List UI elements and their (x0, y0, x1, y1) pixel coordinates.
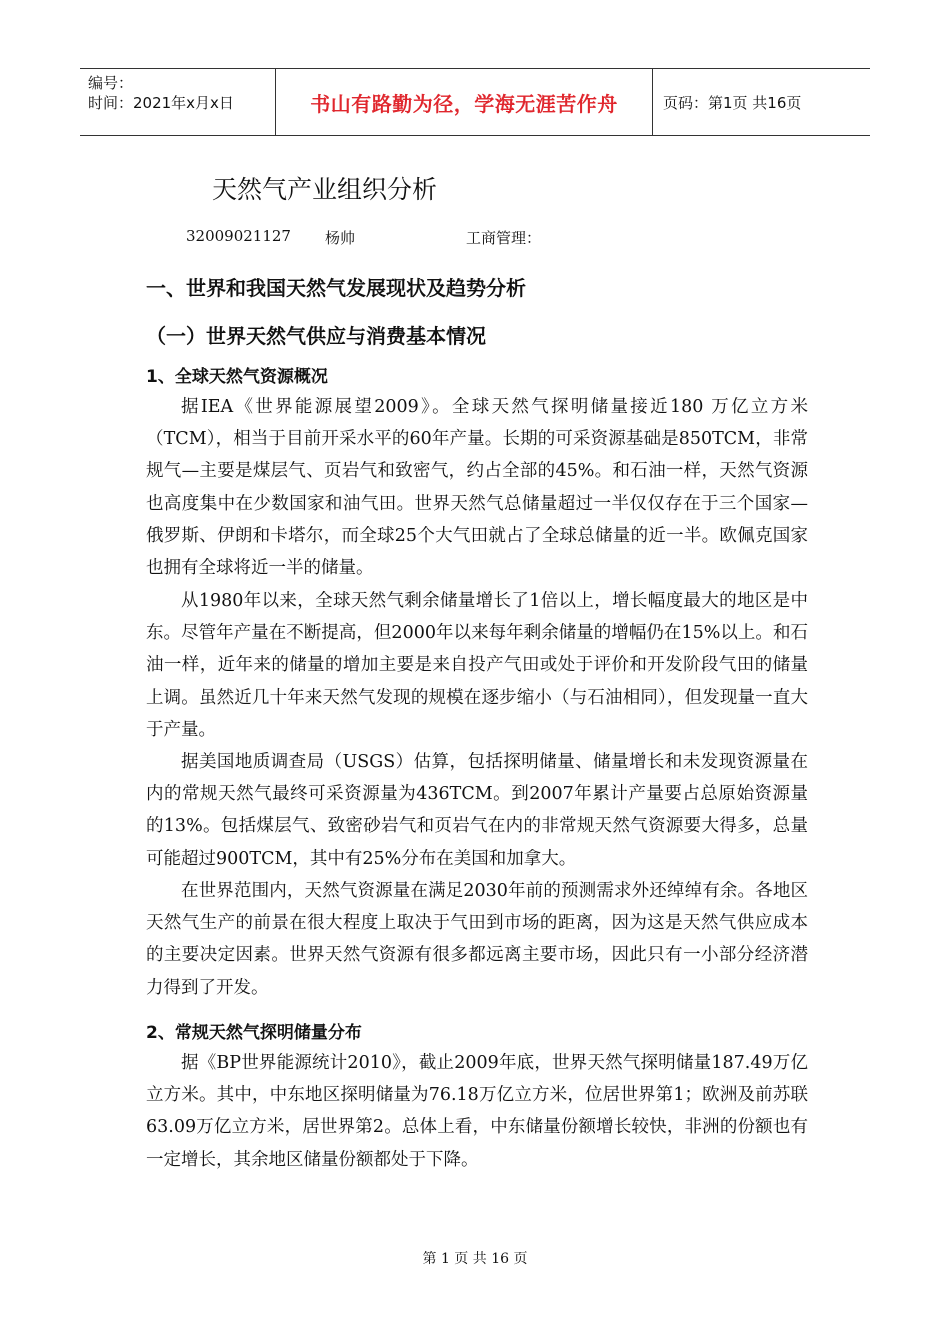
student-id: 32009021127 (186, 227, 291, 245)
document-title: 天然气产业组织分析 (212, 175, 438, 204)
paragraph: 据《BP世界能源统计2010》，截止2009年底，世界天然气探明储量187.49万亿立方米。其中，中东地区探明储量为76.18万亿立方米，位居世界第1；欧洲及前苏联63.09万亿立方米，居世界第2。总体上看，中东储量份额增长较快，非洲的份额也有一定增长，其余地区储量份额都处于下降。 (146, 1053, 808, 1170)
header-left-cell (80, 69, 276, 135)
department: 工商管理： (466, 229, 542, 247)
page-footer: 第 1 页 共 16 页 (422, 1251, 528, 1267)
paragraph: 从1980年以来，全球天然气剩余储量增长了1倍以上，增长幅度最大的地区是中东。尽管年产量在不断提高，但2000年以来每年剩余储量的增幅仍在15%以上。和石油一样，近年来的储量的增加主要是来自投产气田或处于评价和开发阶段气田的储量上调。虽然近几十年来天然气发现的规模在逐步缩小（与石油相同），但发现量一直大于产量。 (146, 591, 808, 740)
paragraph: 据美国地质调查局（USGS）估算，包括探明储量、储量增长和未发现资源量在内的常规天然气最终可采资源量为436TCM。到2007年累计产量要占总原始资源量的13%。包括煤层气、致密砂岩气和页岩气在内的非常规天然气资源要大得多，总量可能超过900TCM，其中有25%分布在美国和加拿大。 (146, 752, 808, 869)
page-counter: 页码：第1页 共16页 (663, 93, 802, 112)
paragraph: 据IEA《世界能源展望2009》。全球天然气探明储量接近180 万亿立方米（TCM），相当于目前开采水平的60年产量。长期的可采资源基础是850TCM，非常规气—主要是煤层气、页岩气和致密气，约占全部的45%。和石油一样，天然气资源也高度集中在少数国家和油气田。世界天然气总储量超过一半仅仅存在于三个国家—俄罗斯、伊朗和卡塔尔，而全球25个大气田就占了全球总储量的近一半。欧佩克国家也拥有全球将近一半的储量。 (146, 397, 808, 579)
part2-heading: 2、常规天然气探明储量分布 (146, 1023, 362, 1043)
author-name: 杨帅 (325, 229, 356, 247)
subsection-heading: （一）世界天然气供应与消费基本情况 (146, 324, 486, 348)
time-label: 时间：2021年x月x日 (88, 94, 234, 112)
section-heading: 一、世界和我国天然气发展现状及趋势分析 (146, 276, 526, 300)
part1-heading: 1、全球天然气资源概况 (146, 367, 328, 387)
page-header-table (80, 68, 870, 136)
motto: 书山有路勤为径，学海无涯苦作舟 (276, 69, 653, 135)
number-label: 编号： (88, 74, 134, 92)
paragraph: 在世界范围内，天然气资源量在满足2030年前的预测需求外还绰绰有余。各地区天然气生产的前景在很大程度上取决于气田到市场的距离，因为这是天然气供应成本的主要决定因素。世界天然气资源有很多都远离主要市场，因此只有一小部分经济潜力得到了开发。 (146, 881, 808, 998)
